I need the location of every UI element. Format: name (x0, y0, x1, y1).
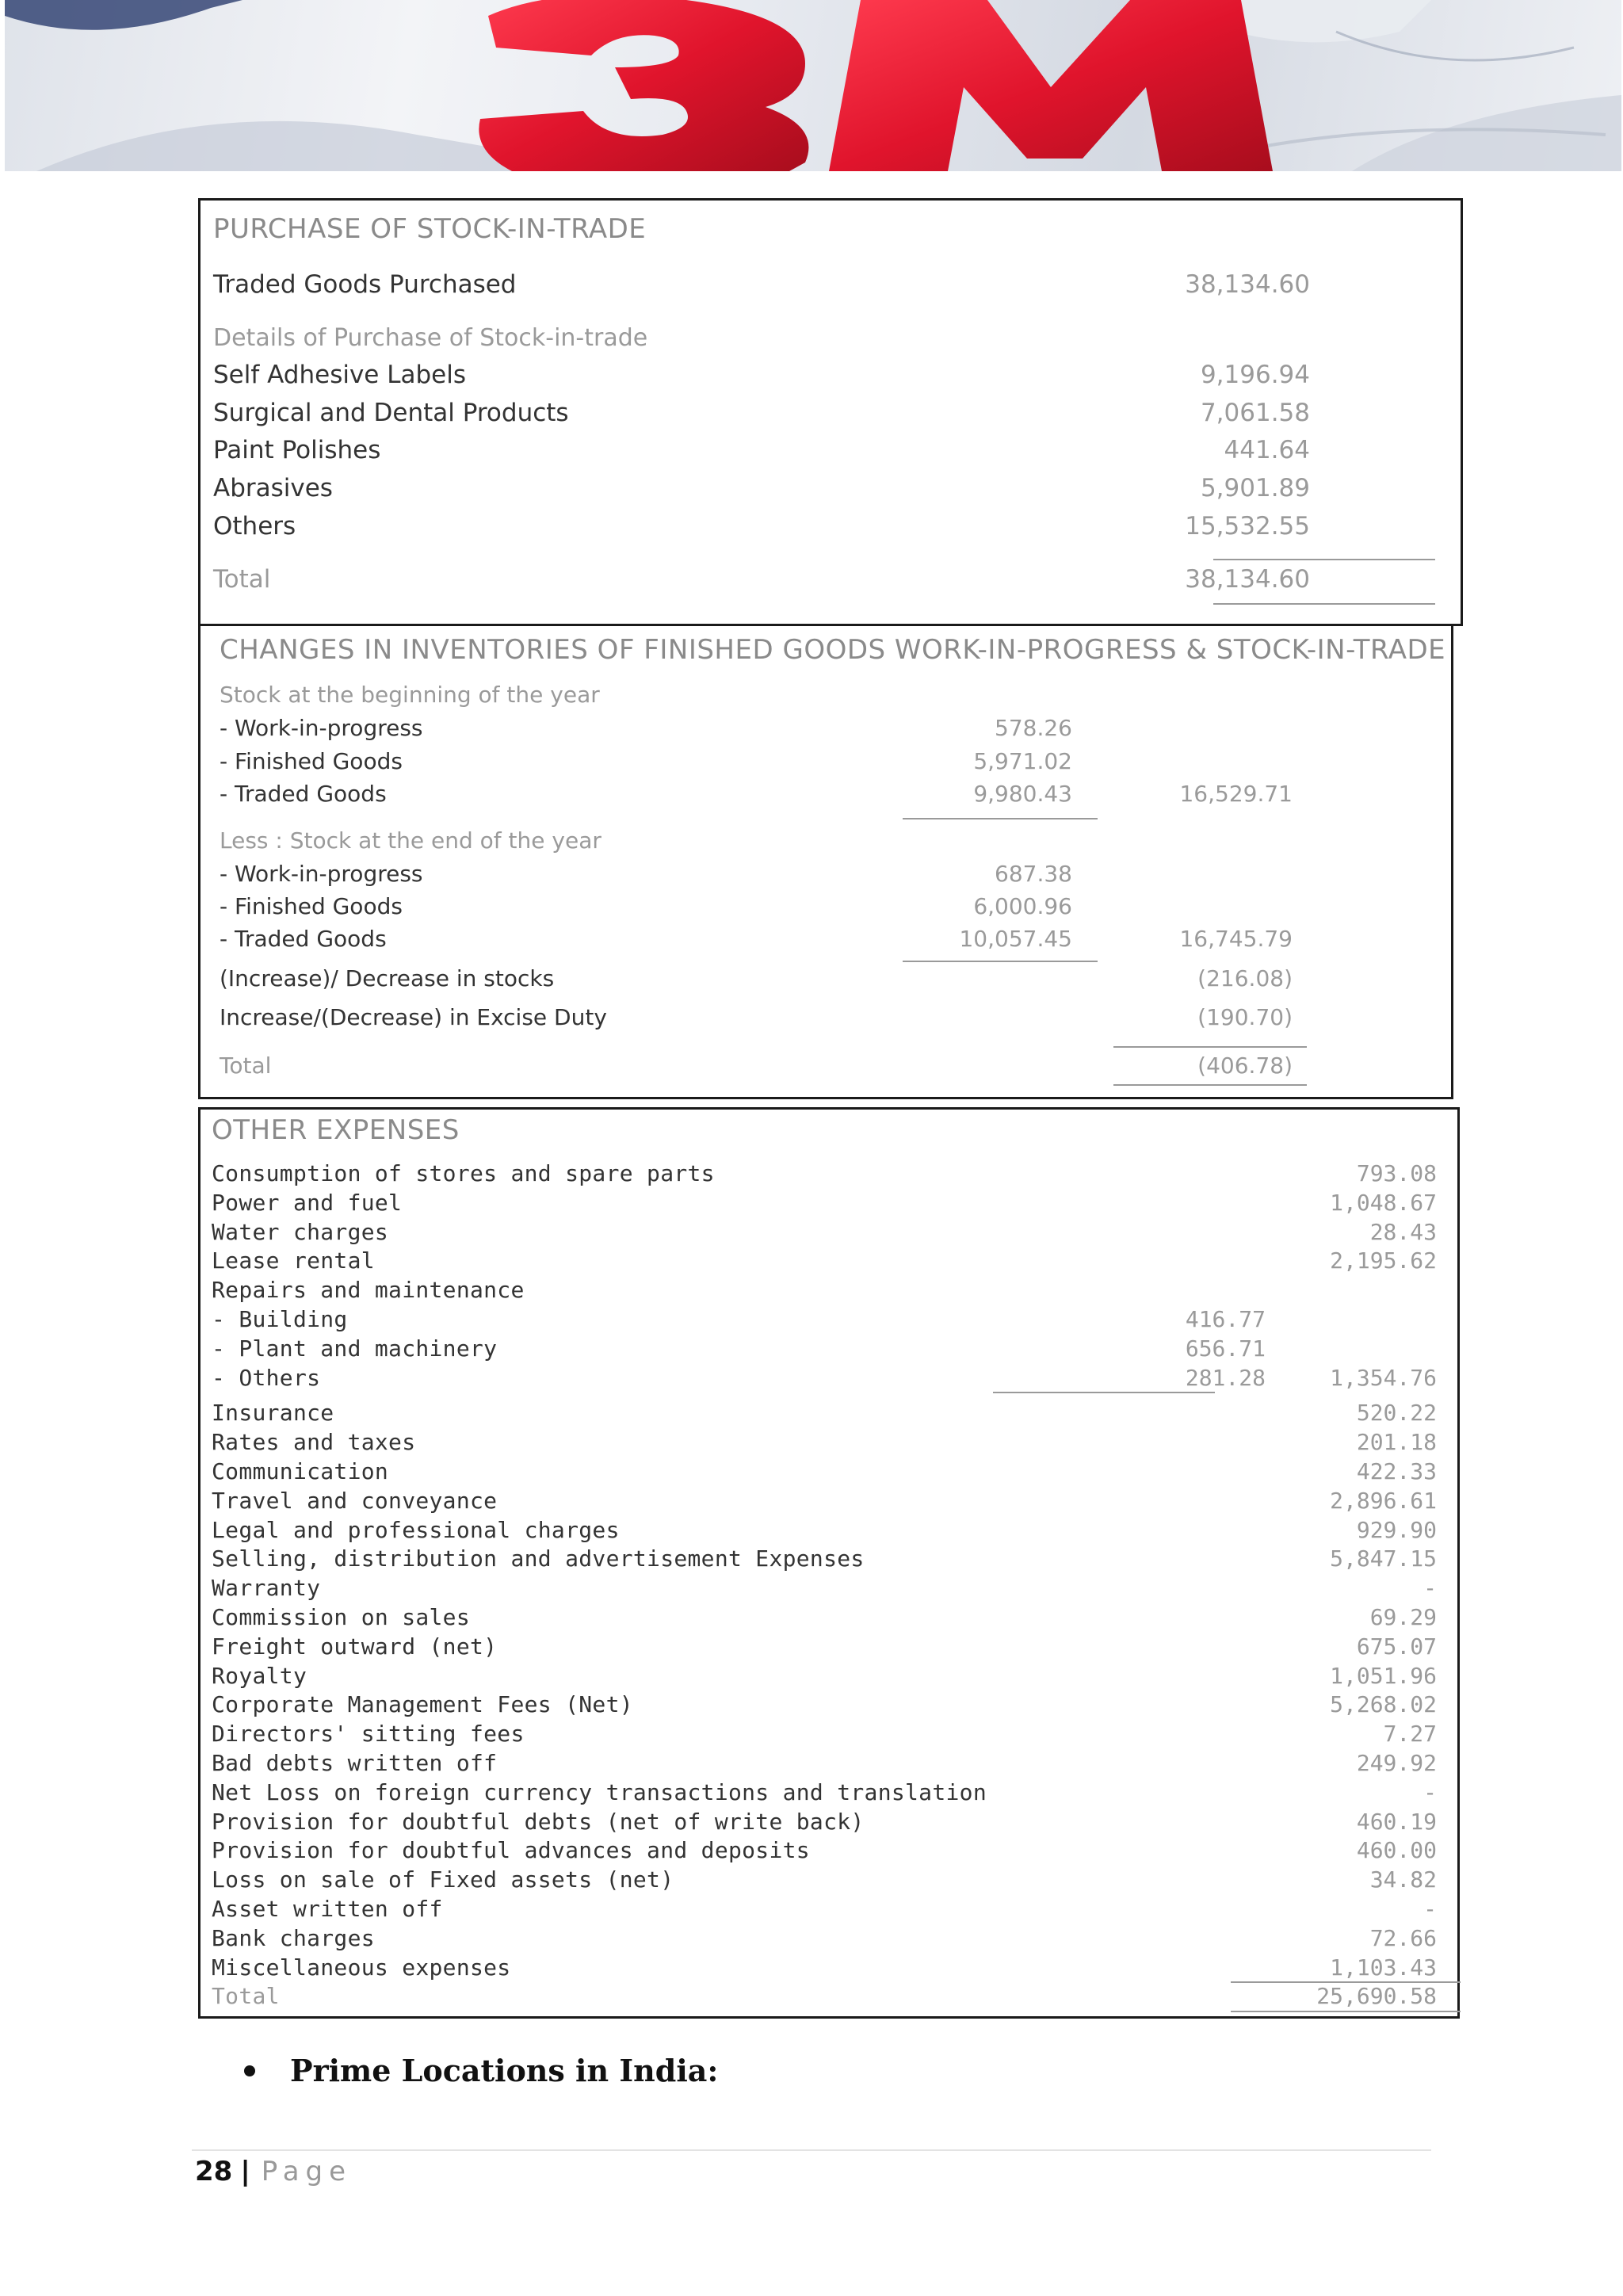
begin-subtotal-rule (903, 818, 1098, 819)
expense-label: Miscellaneous expenses (212, 1954, 511, 1981)
end-item-label: - Work-in-progress (220, 861, 423, 887)
purchase-item-label: Paint Polishes (213, 436, 381, 464)
excise-label: Increase/(Decrease) in Excise Duty (220, 1004, 607, 1030)
inventories-total-rule-top (1113, 1046, 1307, 1048)
expense-value: 249.92 (1356, 1750, 1437, 1776)
repairs-label: - Others (212, 1364, 321, 1391)
expense-value: - (1423, 1778, 1437, 1805)
purchase-item-value: 441.64 (1224, 436, 1310, 464)
expense-value: 460.19 (1356, 1808, 1437, 1835)
begin-item-value: 9,980.43 (973, 781, 1072, 807)
begin-item-value: 5,971.02 (973, 748, 1072, 774)
end-subtotal-rule (903, 961, 1098, 962)
stock-change-label: (Increase)/ Decrease in stocks (220, 965, 555, 991)
end-stock-title: Less : Stock at the end of the year (220, 827, 601, 854)
expense-label: Communication (212, 1458, 389, 1484)
begin-item-label: - Work-in-progress (220, 715, 423, 741)
page-footer (195, 2156, 352, 2187)
expenses-total-rule-bottom (1231, 2011, 1461, 2012)
inventories-total-value: (406.78) (1197, 1052, 1293, 1079)
expense-value: 7.27 (1383, 1721, 1437, 1748)
banner-graphic (5, 0, 1621, 171)
expense-value: 34.82 (1369, 1866, 1437, 1893)
expense-value: - (1423, 1575, 1437, 1602)
page-number: 28 (195, 2156, 233, 2187)
total-rule-bottom (1213, 603, 1435, 605)
purchase-title: PURCHASE OF STOCK-IN-TRADE (213, 213, 647, 245)
begin-item-label: - Finished Goods (220, 748, 403, 774)
purchase-item-label: Others (213, 512, 296, 541)
expense-label: Asset written off (212, 1896, 443, 1922)
expense-value: - (1423, 1896, 1437, 1922)
expense-value: 460.00 (1356, 1837, 1437, 1864)
purchase-stock-in-trade-table (198, 198, 1463, 626)
repairs-value: 416.77 (1185, 1306, 1266, 1332)
begin-stock-title: Stock at the beginning of the year (220, 682, 600, 708)
purchase-item-value: 15,532.55 (1185, 512, 1310, 541)
purchase-item-value: 5,901.89 (1200, 474, 1310, 502)
expense-label: Net Loss on foreign currency transactions and translation (212, 1778, 987, 1805)
expense-label: Lease rental (212, 1247, 375, 1274)
inventories-total-rule-bottom (1113, 1084, 1307, 1086)
expense-label: Corporate Management Fees (Net) (212, 1691, 633, 1718)
traded-goods-value: 38,134.60 (1185, 270, 1310, 299)
inventories-total-label: Total (220, 1052, 272, 1079)
prime-locations-text: Prime Locations in India: (290, 2053, 719, 2088)
expense-value: 520.22 (1356, 1400, 1437, 1427)
expenses-title: OTHER EXPENSES (212, 1114, 460, 1146)
purchase-item-value: 9,196.94 (1200, 361, 1310, 389)
purchase-item-label: Surgical and Dental Products (213, 399, 569, 427)
end-item-value: 6,000.96 (973, 893, 1072, 919)
expense-value: 675.07 (1356, 1633, 1437, 1660)
end-item-value: 687.38 (995, 861, 1072, 887)
page-word: Page (261, 2156, 353, 2187)
expense-value: 2,195.62 (1330, 1247, 1437, 1274)
traded-goods-label: Traded Goods Purchased (213, 270, 517, 299)
stock-change-value: (216.08) (1197, 965, 1293, 991)
expense-value: 929.90 (1356, 1516, 1437, 1543)
expense-label: Commission on sales (212, 1604, 470, 1630)
expense-label: Provision for doubtful advances and deposits (212, 1837, 810, 1864)
expense-value: 5,268.02 (1330, 1691, 1437, 1718)
repairs-value: 281.28 (1185, 1364, 1266, 1391)
expense-value: 1,103.43 (1330, 1954, 1437, 1981)
begin-stock-total: 16,529.71 (1179, 781, 1293, 807)
expense-value: 1,048.67 (1330, 1189, 1437, 1216)
bullet-icon (244, 2065, 255, 2076)
expense-value: 793.08 (1356, 1160, 1437, 1186)
expense-value: 1,051.96 (1330, 1662, 1437, 1689)
expense-label: Freight outward (net) (212, 1633, 498, 1660)
expense-value: 201.18 (1356, 1429, 1437, 1456)
expense-label: Royalty (212, 1662, 307, 1689)
expense-label: Bad debts written off (212, 1750, 498, 1776)
expense-label: Provision for doubtful debts (net of write back) (212, 1808, 865, 1835)
end-item-label: - Finished Goods (220, 893, 403, 919)
expense-label: Loss on sale of Fixed assets (net) (212, 1866, 674, 1893)
expense-value: 5,847.15 (1330, 1545, 1437, 1572)
purchase-item-label: Self Adhesive Labels (213, 361, 467, 389)
expense-label: Directors' sitting fees (212, 1721, 525, 1748)
expense-value: 72.66 (1369, 1924, 1437, 1951)
expense-label: Water charges (212, 1218, 389, 1245)
purchase-total-value: 38,134.60 (1185, 565, 1310, 594)
purchase-details-title: Details of Purchase of Stock-in-trade (213, 324, 648, 352)
changes-in-inventories-table (198, 624, 1453, 1099)
expense-value: 28.43 (1369, 1218, 1437, 1245)
total-rule-top (1213, 559, 1435, 560)
expenses-total-label: Total (212, 1983, 280, 2010)
expense-label: Legal and professional charges (212, 1516, 620, 1543)
begin-item-value: 578.26 (995, 715, 1072, 741)
end-item-value: 10,057.45 (959, 926, 1072, 952)
inventories-title: CHANGES IN INVENTORIES OF FINISHED GOODS WORK-IN-PROGRESS & STOCK-IN-TRADE (220, 634, 1446, 666)
begin-item-label: - Traded Goods (220, 781, 387, 807)
expense-label: Consumption of stores and spare parts (212, 1160, 715, 1186)
header-banner (5, 0, 1621, 171)
expense-value: 69.29 (1369, 1604, 1437, 1630)
repairs-value: 656.71 (1185, 1335, 1266, 1362)
repairs-subtotal-rule (993, 1392, 1215, 1393)
purchase-item-value: 7,061.58 (1200, 399, 1310, 427)
repairs-label: - Building (212, 1306, 348, 1332)
expenses-total-value: 25,690.58 (1316, 1983, 1437, 2010)
expense-label: Repairs and maintenance (212, 1277, 525, 1304)
footer-divider (192, 2149, 1431, 2151)
excise-value: (190.70) (1197, 1004, 1293, 1030)
repairs-label: - Plant and machinery (212, 1335, 498, 1362)
expense-label: Selling, distribution and advertisement Expenses (212, 1545, 865, 1572)
expense-label: Power and fuel (212, 1189, 403, 1216)
expense-label: Travel and conveyance (212, 1487, 498, 1514)
purchase-item-label: Abrasives (213, 474, 333, 502)
prime-locations-bullet (244, 2053, 718, 2088)
expense-value: 422.33 (1356, 1458, 1437, 1484)
page-separator: | (240, 2156, 250, 2187)
end-stock-total: 16,745.79 (1179, 926, 1293, 952)
expense-label: Insurance (212, 1400, 334, 1427)
end-item-label: - Traded Goods (220, 926, 387, 952)
other-expenses-table (198, 1107, 1460, 2019)
expense-label: Rates and taxes (212, 1429, 416, 1456)
expense-label: Warranty (212, 1575, 321, 1602)
expense-label: Bank charges (212, 1924, 375, 1951)
repairs-total-value: 1,354.76 (1330, 1364, 1437, 1391)
purchase-total-label: Total (213, 565, 271, 594)
expense-value: 2,896.61 (1330, 1487, 1437, 1514)
